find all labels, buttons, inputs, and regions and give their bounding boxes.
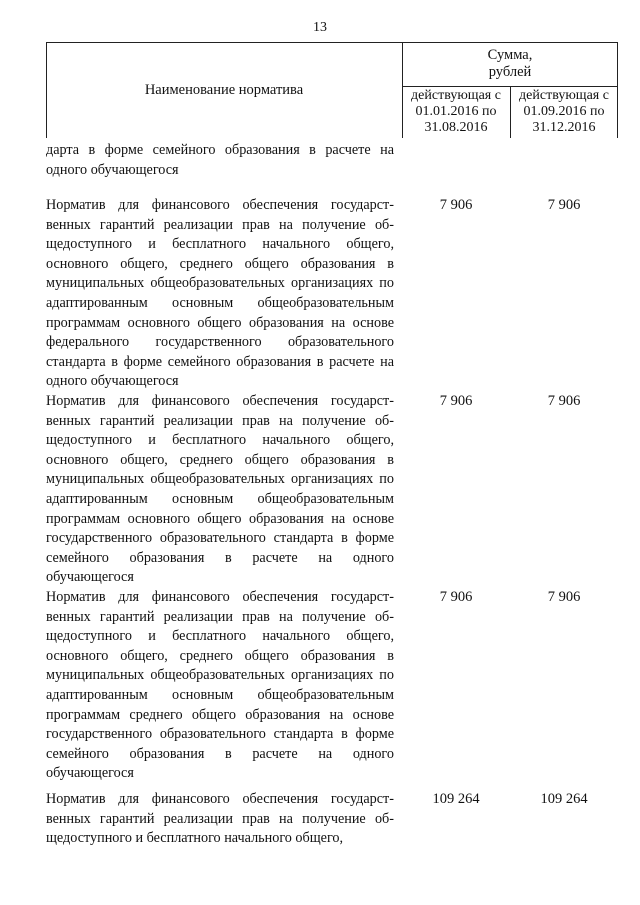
- row-value-1: 7 906: [439, 197, 473, 213]
- header-sum: [402, 42, 618, 86]
- row-name: Норматив для финансового обеспечения государственных гарантий реализации прав на получение общедоступного и бесплатного начального общего, основного общего, среднего общего образования в муниципальных общеобразовательных организациях по адаптированным основным общеобразовательным программам среднего общего образования на основе государственного образовательного стандарта в форме семейного образования в расчете на одного обучающегося: [46, 589, 394, 782]
- row-value-2: 7 906: [547, 589, 581, 605]
- row-value-1: 7 906: [439, 589, 473, 605]
- header-col1-line: 01.01.2016 по: [415, 104, 497, 119]
- row-value-2: 7 906: [547, 197, 581, 213]
- header-col2-line: действующая с: [519, 88, 609, 103]
- header-col-2: [510, 86, 618, 138]
- table-header: [46, 42, 618, 138]
- header-sum-line2: рублей: [488, 64, 532, 80]
- row-name: Норматив для финансового обеспечения государственных гарантий реализации прав на получение общедоступного и бесплатного начального общего, основного общего, среднего общего образования в муниципальных общеобразовательных организациях по адаптированным основным общеобразовательным программам основного общего образования на основе федерального государственного образовательного стандарта в форме семейного образования в расчете на одного обучающегося: [46, 197, 394, 390]
- row-name: Норматив для финансового обеспечения государственных гарантий реализации прав на получение общедоступного и бесплатного начального общего, основного общего, среднего общего образования в муниципальных общеобразовательных организациях по адаптированным основным общеобразовательным программам основного общего образования на основе государственного образовательного стандарта в форме семейного образования в расчете на одного обучающегося: [46, 393, 394, 586]
- row-value-2: 109 264: [540, 791, 588, 807]
- header-col1-line: 31.08.2016: [424, 120, 488, 135]
- row-value-1: 109 264: [432, 791, 480, 807]
- page-number: 13: [313, 20, 327, 35]
- row-value-2: 7 906: [547, 393, 581, 409]
- row-name: Норматив для финансового обеспечения государственных гарантий реализации прав на получение общедоступного и бесплатного начального общего,: [46, 791, 394, 847]
- header-col-1: [402, 86, 510, 138]
- header-col1-line: действующая с: [411, 88, 501, 103]
- row-name: дарта в форме семейного образования в расчете на одного обучающегося: [46, 142, 394, 178]
- header-col2-line: 31.12.2016: [532, 120, 596, 135]
- header-sum-line1: Сумма,: [487, 47, 533, 63]
- header-col2-line: 01.09.2016 по: [523, 104, 605, 119]
- row-value-1: 7 906: [439, 393, 473, 409]
- header-name-label: Наименование норматива: [144, 81, 304, 98]
